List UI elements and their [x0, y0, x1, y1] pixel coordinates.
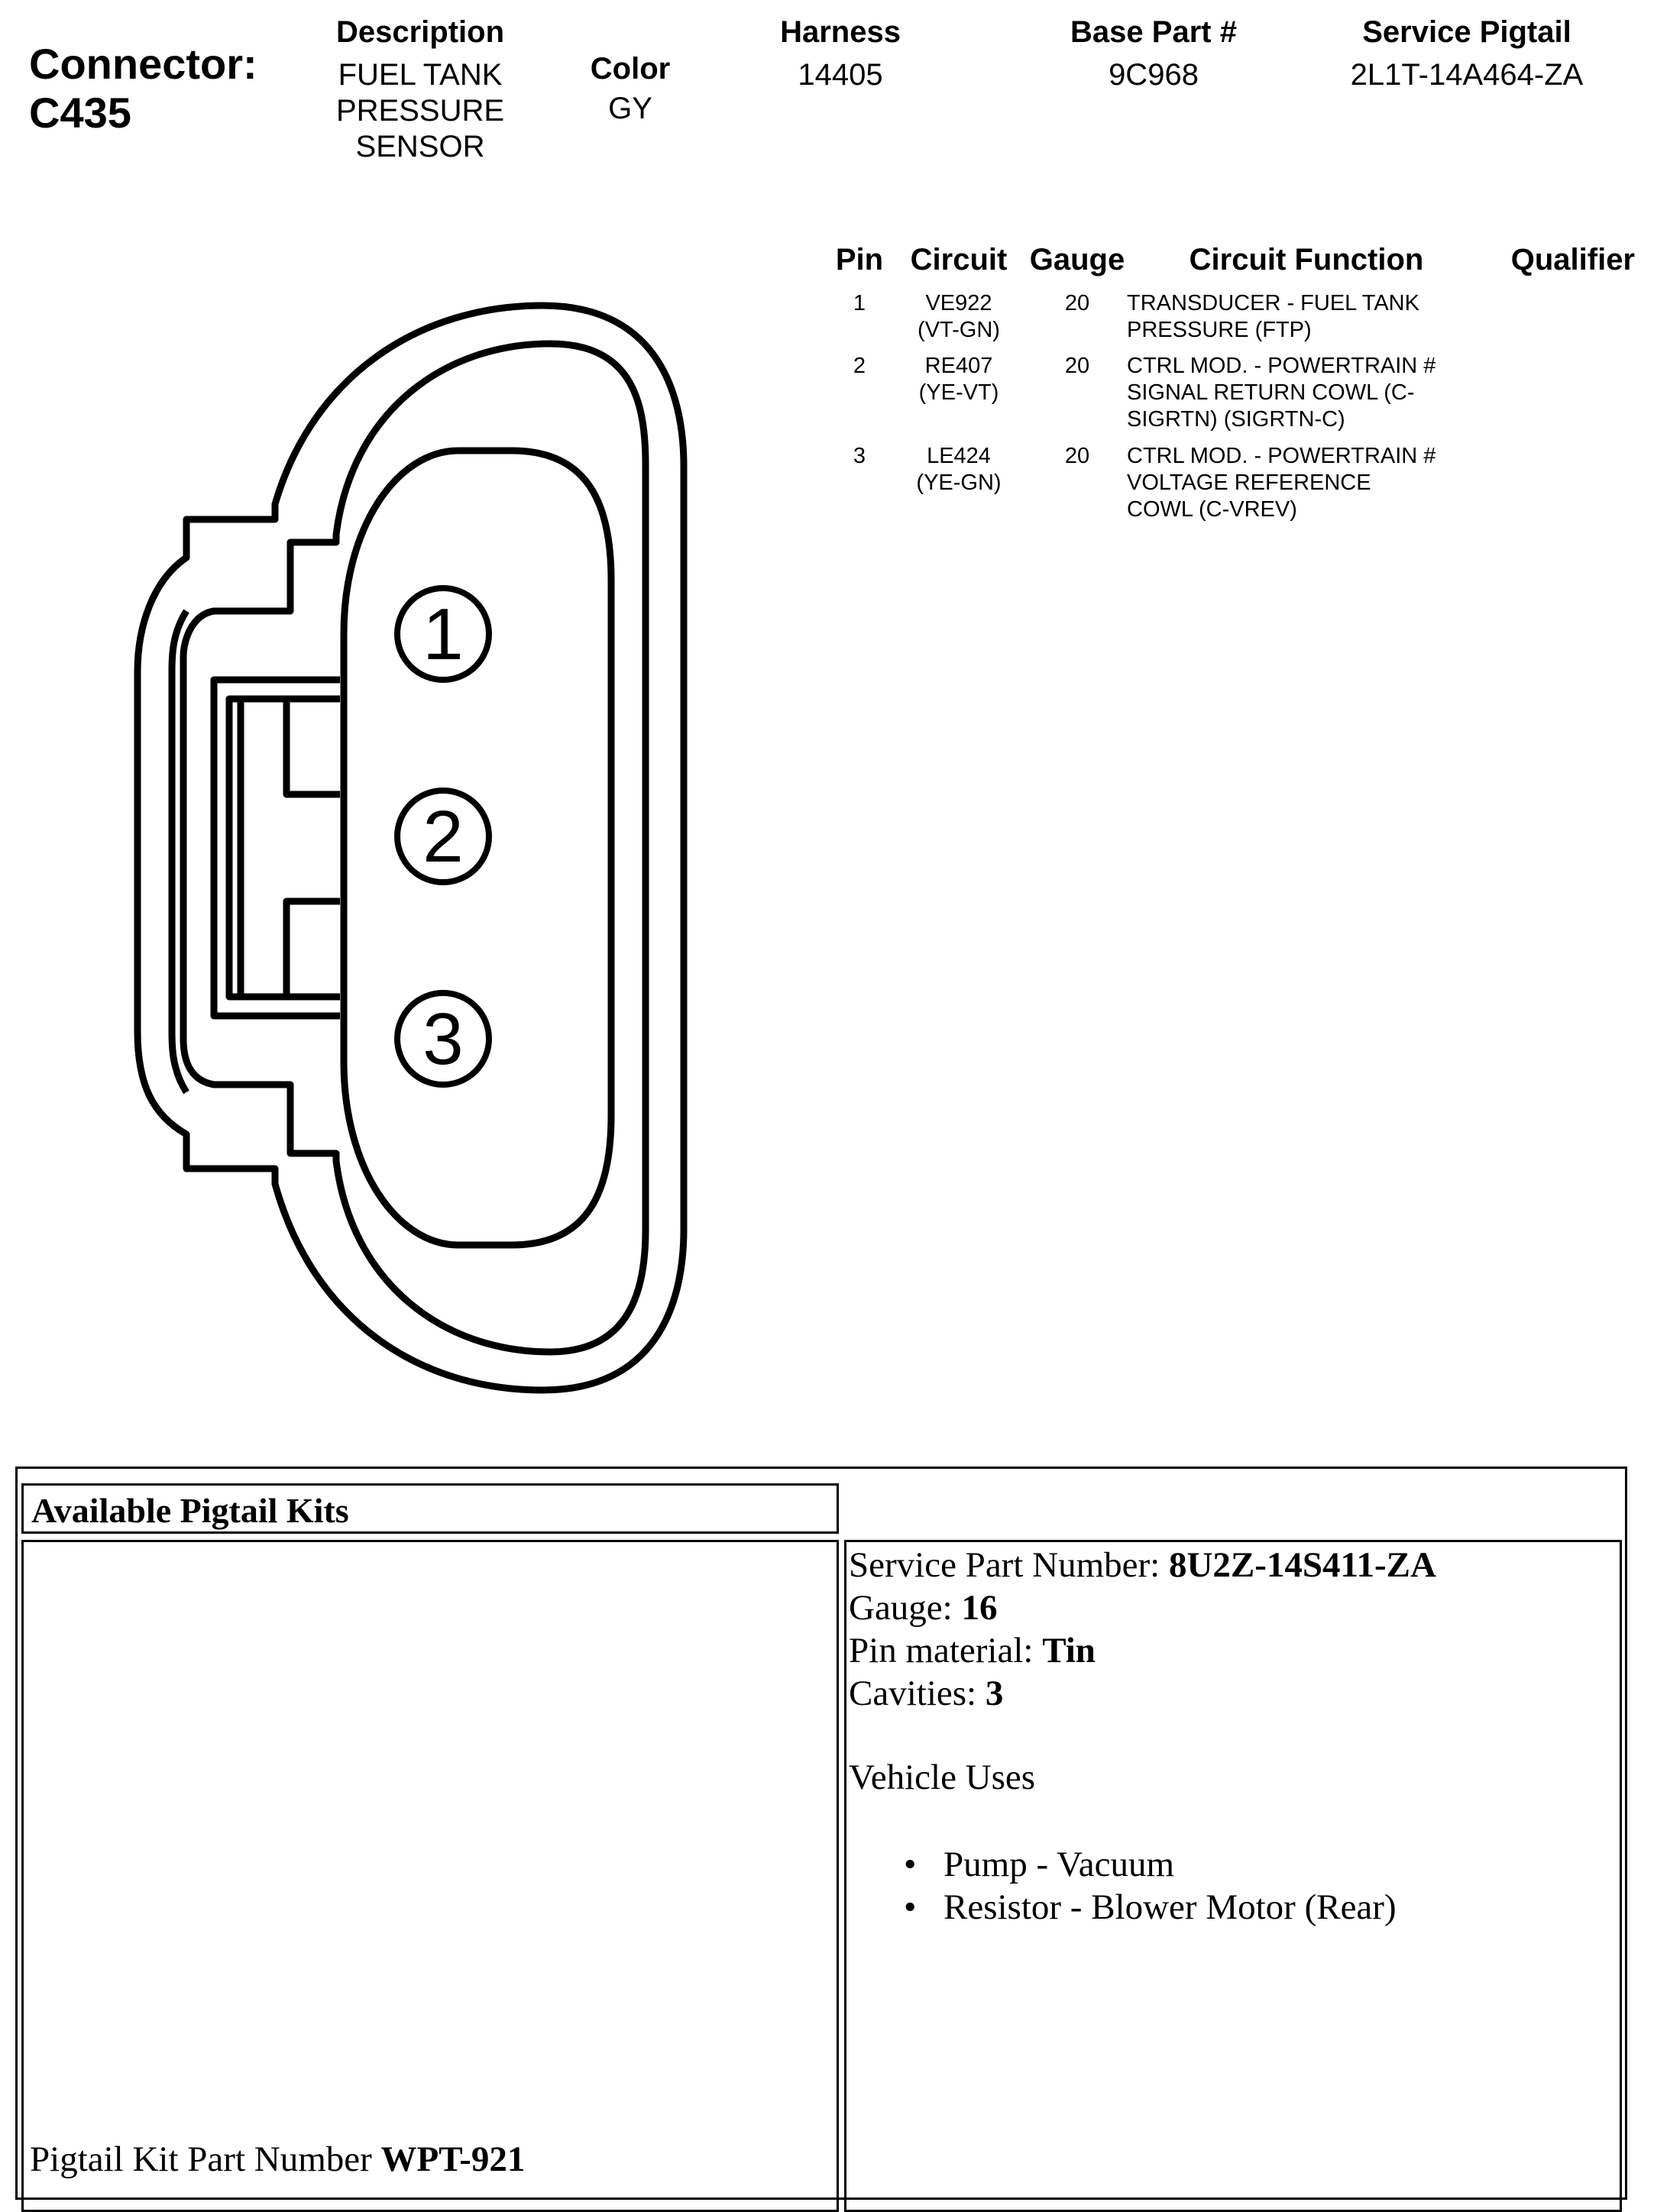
- table-cell-pin: 3: [853, 444, 866, 468]
- column-header-qualifier: Qualifier: [1510, 243, 1635, 276]
- table-cell-circuit: [898, 290, 1020, 344]
- function-line: COWL (C-VREV): [1127, 497, 1297, 522]
- column-header-gauge: Gauge: [1029, 243, 1125, 276]
- circuit-id: VE922: [925, 291, 992, 315]
- gauge-line: [849, 1586, 1436, 1629]
- function-line: PRESSURE (FTP): [1127, 318, 1312, 342]
- circuit-color: (YE-VT): [918, 380, 999, 405]
- base-part-value: 9C968: [1109, 58, 1199, 92]
- pin-material-label: Pin material:: [849, 1631, 1034, 1670]
- service-part-label: Service Part Number:: [849, 1545, 1160, 1585]
- gauge-value: 16: [961, 1588, 998, 1628]
- cavities-label: Cavities:: [849, 1674, 977, 1713]
- pin-cavity: [344, 451, 611, 1245]
- circuit-id: RE407: [924, 354, 993, 378]
- color-value: GY: [608, 92, 652, 125]
- column-header-circuit-function: Circuit Function: [1189, 243, 1424, 276]
- connector-label-text: Connector:: [29, 40, 257, 88]
- table-cell-circuit-function: [1127, 290, 1486, 344]
- column-header-pin: Pin: [835, 243, 884, 276]
- function-line: CTRL MOD. - POWERTRAIN #: [1127, 444, 1436, 468]
- function-line: SIGRTN) (SIGRTN-C): [1127, 407, 1345, 432]
- service-pigtail-column: [1299, 15, 1635, 93]
- table-cell-gauge: 20: [1064, 291, 1090, 315]
- column-header-circuit: Circuit: [910, 243, 1008, 276]
- circuit-color: (VT-GN): [918, 318, 1000, 342]
- harness-value: 14405: [798, 58, 883, 92]
- pin-material-value: Tin: [1042, 1631, 1096, 1670]
- table-cell-circuit-function: [1127, 443, 1486, 523]
- description-line: SENSOR: [355, 130, 485, 163]
- cavities-value: 3: [985, 1674, 1004, 1713]
- gauge-label: Gauge:: [849, 1588, 953, 1628]
- circuit-color: (YE-GN): [916, 471, 1002, 495]
- table-cell-gauge: 20: [1064, 354, 1090, 378]
- pigtail-details-cell: [844, 1540, 1622, 2212]
- description-value: [290, 57, 550, 165]
- function-line: CTRL MOD. - POWERTRAIN #: [1127, 354, 1436, 378]
- pigtail-details: [849, 1544, 1436, 1929]
- pigtail-image-cell: [21, 1540, 839, 2212]
- description-line: PRESSURE: [335, 94, 505, 128]
- base-part-label: Base Part #: [1070, 15, 1237, 49]
- pin-table: [825, 243, 1635, 533]
- table-cell-circuit: [898, 353, 1020, 406]
- harness-column: [733, 15, 947, 93]
- table-cell-circuit-function: [1127, 353, 1486, 433]
- color-column: [558, 52, 703, 127]
- connector-label: [29, 40, 257, 137]
- service-pigtail-label: Service Pigtail: [1362, 15, 1571, 49]
- kit-part-label: Pigtail Kit Part Number: [30, 2139, 372, 2179]
- latch-slot: [286, 901, 340, 997]
- base-part-column: [1024, 15, 1283, 93]
- table-cell-gauge: 20: [1064, 444, 1090, 468]
- description-label: Description: [335, 15, 505, 49]
- connector-inner-housing: [183, 344, 646, 1352]
- function-line: SIGNAL RETURN COWL (C-: [1127, 380, 1415, 405]
- color-label: Color: [590, 52, 671, 86]
- connector-id: C435: [29, 89, 131, 137]
- pigtail-kit-part-number: [30, 2138, 525, 2181]
- table-cell-pin: 2: [853, 354, 866, 378]
- pigtail-title-cell: [21, 1483, 839, 1534]
- vehicle-uses-list: [904, 1843, 1436, 1929]
- circuit-id: LE424: [927, 444, 991, 468]
- list-item: • Resistor - Blower Motor (Rear): [904, 1886, 1436, 1929]
- list-item: • Pump - Vacuum: [904, 1843, 1436, 1886]
- function-line: VOLTAGE REFERENCE: [1127, 471, 1371, 495]
- table-cell-pin: 1: [853, 291, 866, 315]
- pigtail-title: Available Pigtail Kits: [31, 1491, 349, 1530]
- harness-label: Harness: [780, 15, 901, 49]
- table-cell-circuit: [898, 443, 1020, 496]
- kit-part-value: WPT-921: [380, 2139, 526, 2179]
- cavities-line: [849, 1672, 1436, 1715]
- function-line: TRANSDUCER - FUEL TANK: [1127, 291, 1419, 315]
- service-part-number-line: [849, 1544, 1436, 1586]
- vehicle-uses-label: Vehicle Uses: [849, 1758, 1036, 1797]
- service-part-value: 8U2Z-14S411-ZA: [1168, 1545, 1436, 1585]
- description-line: FUEL TANK: [338, 58, 503, 92]
- service-pigtail-value: 2L1T-14A464-ZA: [1350, 58, 1584, 92]
- pin-material-line: [849, 1629, 1436, 1672]
- pin-2-label: 2: [422, 796, 464, 878]
- latch-outer: [214, 680, 340, 1016]
- connector-face-diagram: [115, 275, 726, 1421]
- latch-slot: [286, 699, 340, 794]
- pin-1-label: 1: [422, 593, 464, 675]
- pin-3-label: 3: [422, 998, 464, 1080]
- connector-drawing: [115, 275, 726, 1421]
- description-column: [290, 15, 550, 165]
